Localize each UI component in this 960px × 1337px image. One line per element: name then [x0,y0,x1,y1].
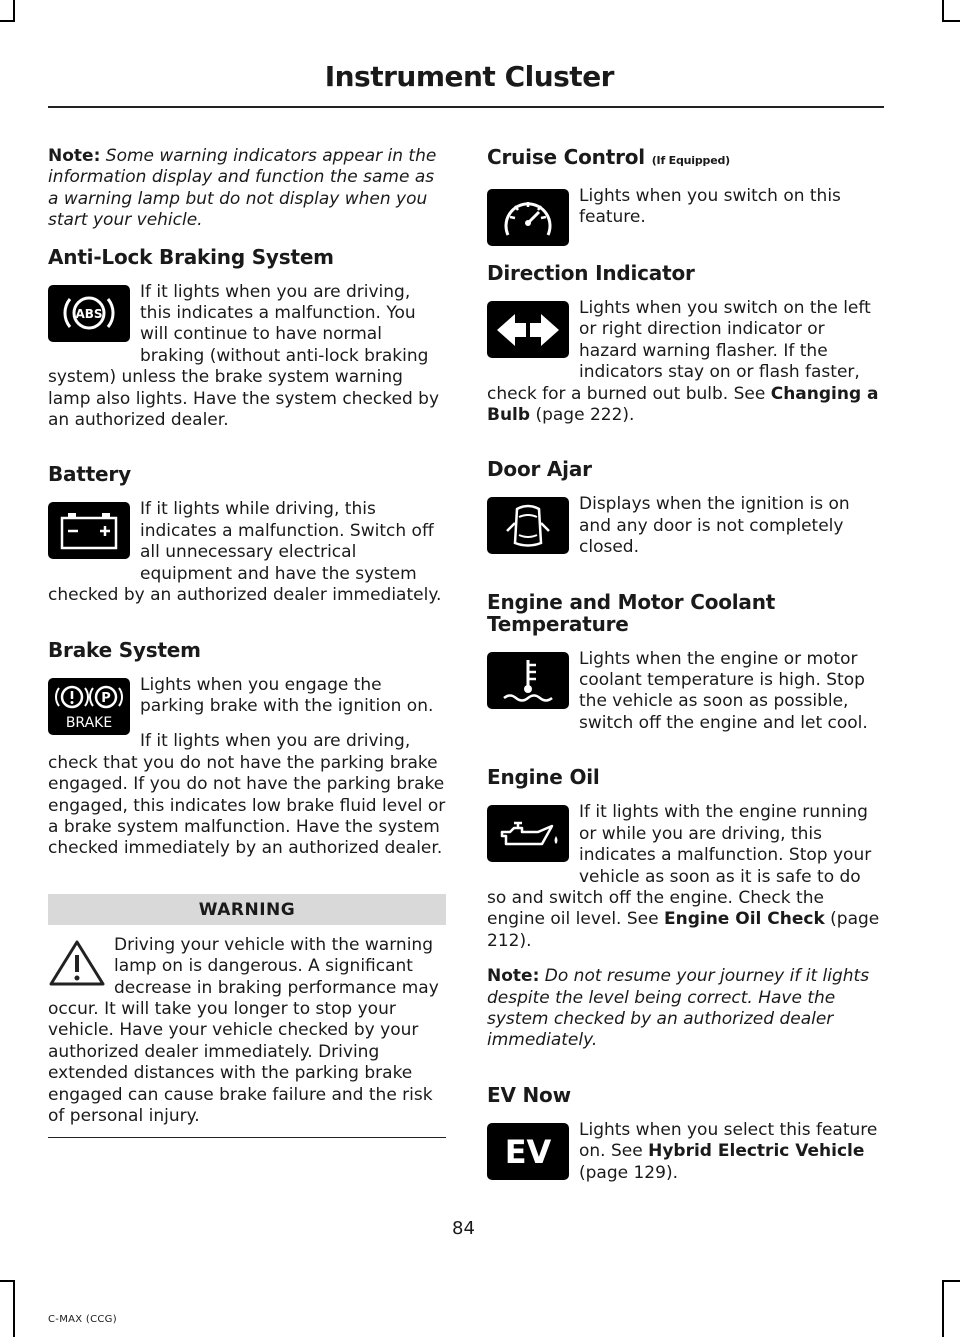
battery-heading: Battery [48,463,131,487]
ev-text-body: Lights when you select this feature on. See [579,1119,878,1162]
brake-heading: Brake System [48,638,201,662]
brake-icon-label: BRAKE [65,715,113,731]
changing-bulb-link[interactable]: Changing a Bulb [487,383,879,426]
abs-icon-label: ABS [75,307,103,322]
battery-icon [48,502,130,559]
ev-section [487,1084,885,1198]
direction-indicator-icon [487,301,569,358]
ev-now-icon [487,1123,569,1180]
coolant-heading: Engine and Motor Coolant Temperature [487,590,776,636]
crop-mark [13,1280,15,1337]
crop-mark [0,20,15,22]
brake-section [48,639,446,874]
cruise-heading-text: Cruise Control [487,146,645,169]
crop-mark [13,0,15,22]
warning-box [48,935,446,1134]
page-title: Instrument Cluster [324,60,614,93]
battery-section [48,463,446,620]
model-code: C-MAX (CCG) [48,1314,117,1325]
crop-mark [942,20,960,22]
page-number: 84 [452,1218,475,1239]
cruise-section [487,146,885,252]
coolant-text: Lights when the engine or motor coolant temperature is high. Stop the vehicle as soon as possible, switch off the engine and let cool. [579,648,868,733]
ev-heading: EV Now [487,1083,571,1107]
oil-note [487,966,885,1052]
engine-oil-check-link[interactable]: Engine Oil Check [663,909,825,930]
door-text: Displays when the ignition is on and any door is not completely closed. [579,494,850,558]
oil-note-text: Do not resume your journey if it lights despite the level being correct. Have the system checked by an authorized dealer immediately. [487,966,870,1051]
coolant-temperature-icon [487,652,569,709]
note-text: Some warning indicators appear in the information display and function the same as a warning lamp but do not display when you start your vehicle. [48,146,437,231]
abs-section [48,246,446,446]
brake-text-1: Lights when you engage the parking brake with the ignition on. [140,674,434,716]
note-label: Note: [48,146,101,166]
hybrid-electric-vehicle-link[interactable]: Hybrid Electric Vehicle [648,1141,865,1162]
brake-warning-icon [48,678,130,735]
right-column [487,146,885,1198]
engine-oil-icon [487,805,569,862]
warning-triangle-icon [48,939,106,987]
door-ajar-icon [487,497,569,554]
intro-note [48,146,446,232]
ev-icon-label: EV [504,1133,552,1172]
header-divider [48,106,884,108]
cruise-control-icon [487,189,569,246]
crop-mark [0,1280,15,1282]
brake-text-2: If it lights when you are driving, check that you do not have the parking brake engaged. If you do not have the parking brake engaged, this indicates low brake fluid level or a brake system malfunction. Have the system checked immediately by an authorized dealer. [48,731,446,859]
direction-page-ref: (page 222). [530,405,635,426]
abs-warning-icon [48,285,130,342]
warning-heading: WARNING [48,894,446,925]
oil-text-body: If it lights with the engine running or while you are driving, this indicates a malfunction. Stop your vehicle as soon as it is safe to do so and switch off the engine. Check the engine oil level. See [487,802,872,930]
cruise-heading [487,146,885,172]
coolant-section [487,591,885,749]
warning-text: Driving your vehicle with the warning lamp on is dangerous. A significant decrease in braking performance may occur. It will take you longer to stop your vehicle. Have your vehicle checked by your authorized dealer immediately. Driving extended distances with the parking brake engaged can cause brake failure and the risk of personal injury. [48,934,439,1126]
left-column [48,146,446,1138]
door-section [487,458,885,572]
if-equipped-label: (If Equipped) [651,154,730,167]
abs-text: If it lights when you are driving, this indicates a malfunction. You will continue to have normal braking (without anti-lock braking system) unless the brake system warning lamp also lights. Have the system checked by an authorized dealer. [48,281,439,431]
direction-text-body: Lights when you switch on the left or right direction indicator or hazard warning flasher. If the indicators stay on or flash faster, check for a burned out bulb. See [487,298,871,404]
ev-page-ref: (page 129). [579,1162,678,1183]
crop-mark [942,1280,944,1337]
direction-heading: Direction Indicator [487,262,695,285]
door-heading: Door Ajar [487,458,592,482]
oil-section [487,766,885,1065]
direction-section [487,262,885,440]
brake-icon-p: P [101,691,111,706]
crop-mark [942,0,944,22]
cruise-text: Lights when you switch on this feature. [579,186,841,228]
crop-mark [942,1280,960,1282]
oil-heading: Engine Oil [487,766,600,790]
warning-divider [48,1137,446,1138]
battery-text: If it lights while driving, this indicates a malfunction. Switch off all unnecessary electrical equipment and have the system checked by an authorized dealer immediately. [48,499,442,606]
oil-note-label: Note: [487,966,540,987]
oil-page-ref: (page 212). [487,909,880,951]
abs-heading: Anti-Lock Braking System [48,245,334,269]
